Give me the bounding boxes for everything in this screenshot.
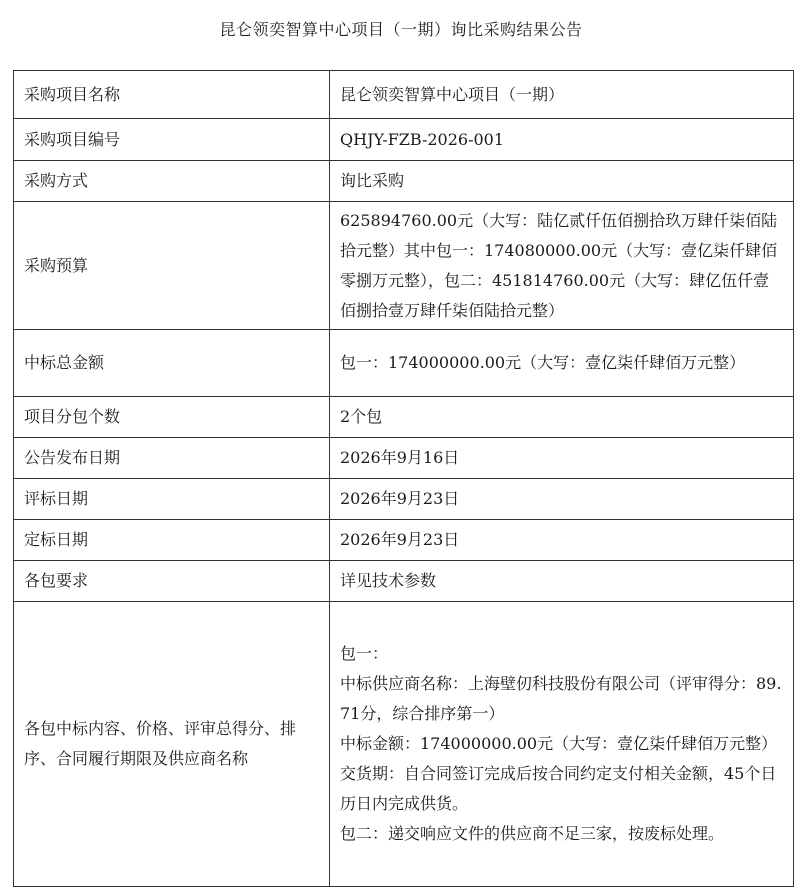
award-line-package-one: 包一：	[340, 644, 389, 663]
table-row	[14, 119, 794, 161]
row-value-evaluation-date: 2026年9月23日	[330, 479, 794, 520]
row-label-evaluation-date: 评标日期	[14, 479, 330, 520]
award-line-amount: 中标金额：174000000.00元（大写：壹亿柒仟肆佰万元整）	[340, 734, 778, 753]
row-label-procurement-method: 采购方式	[14, 161, 330, 202]
row-label-award-date: 定标日期	[14, 520, 330, 561]
row-value-project-number: QHJY-FZB-2026-001	[330, 119, 794, 161]
row-value-award-details	[330, 602, 794, 887]
row-label-project-name: 采购项目名称	[14, 71, 330, 119]
row-value-package-count: 2个包	[330, 397, 794, 438]
table-row	[14, 520, 794, 561]
award-line-delivery: 交货期：自合同签订完成后按合同约定支付相关金额，45个日历日内完成供货。	[340, 764, 777, 813]
row-value-procurement-method: 询比采购	[330, 161, 794, 202]
award-line-package-two: 包二：递交响应文件的供应商不足三家，按废标处理。	[340, 824, 725, 843]
result-table	[13, 70, 794, 887]
table-row	[14, 479, 794, 520]
table-row	[14, 397, 794, 438]
row-value-total-award: 包一：174000000.00元（大写：壹亿柒仟肆佰万元整）	[330, 330, 794, 397]
row-label-package-requirements: 各包要求	[14, 561, 330, 602]
table-row	[14, 161, 794, 202]
row-value-package-requirements: 详见技术参数	[330, 561, 794, 602]
table-row	[14, 561, 794, 602]
table-row	[14, 330, 794, 397]
award-line-supplier: 中标供应商名称：上海壁仞科技股份有限公司（评审得分：89.71分，综合排序第一）	[340, 674, 782, 723]
row-label-award-details: 各包中标内容、价格、评审总得分、排序、合同履行期限及供应商名称	[14, 602, 330, 887]
document-title: 昆仑领奕智算中心项目（一期）询比采购结果公告	[219, 20, 583, 39]
row-value-project-name: 昆仑领奕智算中心项目（一期）	[330, 71, 794, 119]
table-row	[14, 602, 794, 887]
row-value-publish-date: 2026年9月16日	[330, 438, 794, 479]
row-label-budget: 采购预算	[14, 202, 330, 330]
row-value-budget: 625894760.00元（大写：陆亿贰仟伍佰捌拾玖万肆仟柒佰陆拾元整）其中包一：174080000.00元（大写：壹亿柒仟肆佰零捌万元整），包二：451814760.00元（大写：肆亿伍仟壹佰捌拾壹万肆仟柒佰陆拾元整）	[330, 202, 794, 330]
row-label-publish-date: 公告发布日期	[14, 438, 330, 479]
row-label-package-count: 项目分包个数	[14, 397, 330, 438]
table-row	[14, 71, 794, 119]
table-row	[14, 438, 794, 479]
row-label-project-number: 采购项目编号	[14, 119, 330, 161]
row-value-award-date: 2026年9月23日	[330, 520, 794, 561]
table-row	[14, 202, 794, 330]
row-label-total-award: 中标总金额	[14, 330, 330, 397]
